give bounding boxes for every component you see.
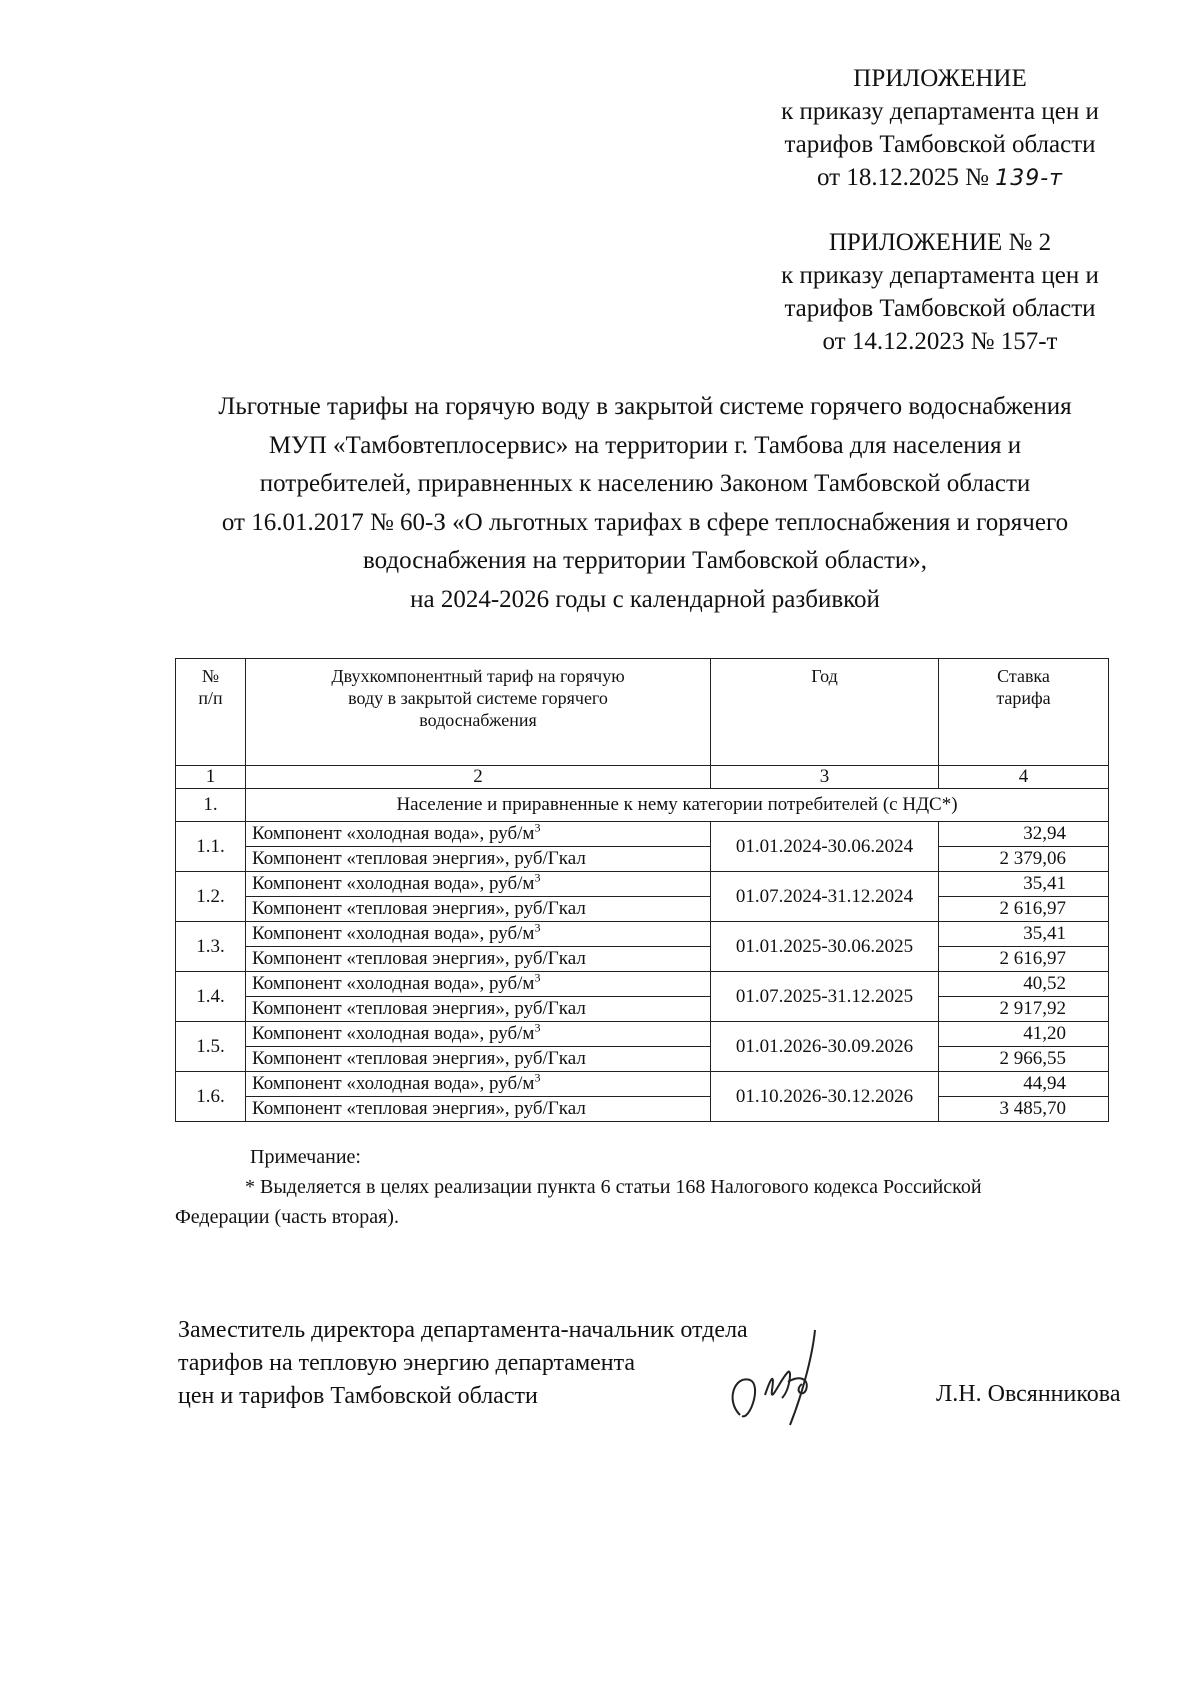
component-heat-energy: Компонент «тепловая энергия», руб/Гкал — [246, 847, 711, 872]
handwritten-order-number: 139-т — [995, 166, 1063, 191]
column-number: 2 — [246, 766, 711, 789]
table-row — [176, 847, 1109, 872]
note-line2: Федерации (часть вторая). — [175, 1206, 399, 1228]
title-line: водоснабжения на территории Тамбовской области», — [362, 547, 928, 574]
table-row — [176, 1072, 1109, 1097]
row-period: 01.07.2024-31.12.2024 — [711, 872, 939, 922]
component-cold-water: Компонент «холодная вода», руб/$м^3$ — [246, 872, 711, 897]
signatory-name: Л.Н. Овсянникова — [936, 1381, 1121, 1407]
note-line1: * Выделяется в целях реализации пункта 6 статьи 168 Налогового кодекса Российской — [245, 1176, 982, 1198]
column-number: 1 — [176, 766, 246, 789]
component-cold-water: Компонент «холодная вода», руб/$м^3$ — [246, 1022, 711, 1047]
row-period: 01.07.2025-31.12.2025 — [711, 972, 939, 1022]
row-period: 01.01.2026-30.09.2026 — [711, 1022, 939, 1072]
appendix-date-prefix: от 18.12.2025 № — [817, 164, 989, 191]
row-number: 1.3. — [176, 922, 246, 972]
component-heat-energy: Компонент «тепловая энергия», руб/Гкал — [246, 897, 711, 922]
component-heat-energy: Компонент «тепловая энергия», руб/Гкал — [246, 1097, 711, 1122]
appendix-2-line2: тарифов Тамбовской области — [784, 295, 1096, 322]
rate-heat-energy: 2 966,55 — [939, 1047, 1109, 1072]
title-line: потребителей, приравненных к населению Законом Тамбовской области — [259, 470, 1031, 497]
appendix-2-line3: от 14.12.2023 № 157-т — [822, 328, 1058, 355]
rate-cold-water: 41,20 — [939, 1022, 1109, 1047]
title-line: от 16.01.2017 № 60-З «О льготных тарифах в сфере теплоснабжения и горячего — [221, 508, 1069, 536]
table-row — [176, 1022, 1109, 1047]
table-row — [176, 997, 1109, 1022]
title-line: Льготные тарифы на горячую воду в закрытой системе горячего водоснабжения — [218, 393, 1072, 420]
row-number: 1.5. — [176, 1022, 246, 1072]
title-line: на 2024-2026 годы с календарной разбивкой — [410, 585, 880, 613]
tariff-table — [175, 658, 1109, 1122]
appendix-order-line2: тарифов Тамбовской области — [784, 131, 1096, 158]
row-number: 1.4. — [176, 972, 246, 1022]
section-number: 1. — [176, 789, 246, 822]
table-row — [176, 972, 1109, 997]
rate-heat-energy: 2 616,97 — [939, 897, 1109, 922]
position-line: цен и тарифов Тамбовской области — [178, 1383, 538, 1409]
section-label: Население и приравненные к нему категории потребителей (с НДС*) — [246, 789, 1109, 822]
title-line: МУП «Тамбовтеплосервис» на территории г. Тамбова для населения и — [268, 431, 1022, 459]
row-period: 01.01.2025-30.06.2025 — [711, 922, 939, 972]
appendix-2-header — [740, 226, 1140, 358]
component-cold-water: Компонент «холодная вода», руб/$м^3$ — [246, 822, 711, 847]
note — [175, 1142, 1165, 1232]
column-number: 3 — [711, 766, 939, 789]
row-number: 1.2. — [176, 872, 246, 922]
appendix-header — [740, 62, 1140, 195]
signatory-position — [178, 1314, 748, 1413]
section-row — [176, 789, 1109, 822]
position-line: тарифов на тепловую энергию департамента — [178, 1350, 636, 1376]
document-title — [150, 388, 1140, 619]
row-period: 01.10.2026-30.12.2026 — [711, 1072, 939, 1122]
table-row — [176, 922, 1109, 947]
column-number: 4 — [939, 766, 1109, 789]
appendix-2-heading: ПРИЛОЖЕНИЕ № 2 — [828, 229, 1052, 256]
row-period: 01.01.2024-30.06.2024 — [711, 822, 939, 872]
component-heat-energy: Компонент «тепловая энергия», руб/Гкал — [246, 1047, 711, 1072]
rate-heat-energy: 2 616,97 — [939, 947, 1109, 972]
table-row — [176, 822, 1109, 847]
rate-heat-energy: 2 917,92 — [939, 997, 1109, 1022]
row-number: 1.1. — [176, 822, 246, 872]
row-number: 1.6. — [176, 1072, 246, 1122]
table-row — [176, 1047, 1109, 1072]
component-heat-energy: Компонент «тепловая энергия», руб/Гкал — [246, 997, 711, 1022]
table-row — [176, 897, 1109, 922]
appendix-order-line1: к приказу департамента цен и — [781, 98, 1099, 125]
component-heat-energy: Компонент «тепловая энергия», руб/Гкал — [246, 947, 711, 972]
component-cold-water: Компонент «холодная вода», руб/$м^3$ — [246, 922, 711, 947]
rate-cold-water: 40,52 — [939, 972, 1109, 997]
rate-cold-water: 35,41 — [939, 872, 1109, 897]
table-row — [176, 947, 1109, 972]
header-rate: Ставка тарифа — [939, 659, 1109, 766]
appendix-heading: ПРИЛОЖЕНИЕ — [853, 65, 1027, 92]
table-row — [176, 1097, 1109, 1122]
rate-heat-energy: 2 379,06 — [939, 847, 1109, 872]
component-cold-water: Компонент «холодная вода», руб/$м^3$ — [246, 1072, 711, 1097]
table-row — [176, 872, 1109, 897]
header-year: Год — [711, 659, 939, 766]
rate-cold-water: 32,94 — [939, 822, 1109, 847]
header-tariff: Двухкомпонентный тариф на горячую воду в закрытой системе горячего водоснабжения — [246, 659, 711, 766]
header-number: № п/п — [176, 659, 246, 766]
rate-heat-energy: 3 485,70 — [939, 1097, 1109, 1122]
handwritten-signature — [720, 1320, 860, 1430]
rate-cold-water: 35,41 — [939, 922, 1109, 947]
rate-cold-water: 44,94 — [939, 1072, 1109, 1097]
table-header-row — [176, 659, 1109, 766]
appendix-order-date — [740, 161, 1140, 195]
appendix-2-line1: к приказу департамента цен и — [781, 262, 1099, 289]
component-cold-water: Компонент «холодная вода», руб/$м^3$ — [246, 972, 711, 997]
note-heading: Примечание: — [250, 1146, 361, 1168]
position-line: Заместитель директора департамента-начальник отдела — [178, 1317, 748, 1343]
column-numbers-row — [176, 766, 1109, 789]
